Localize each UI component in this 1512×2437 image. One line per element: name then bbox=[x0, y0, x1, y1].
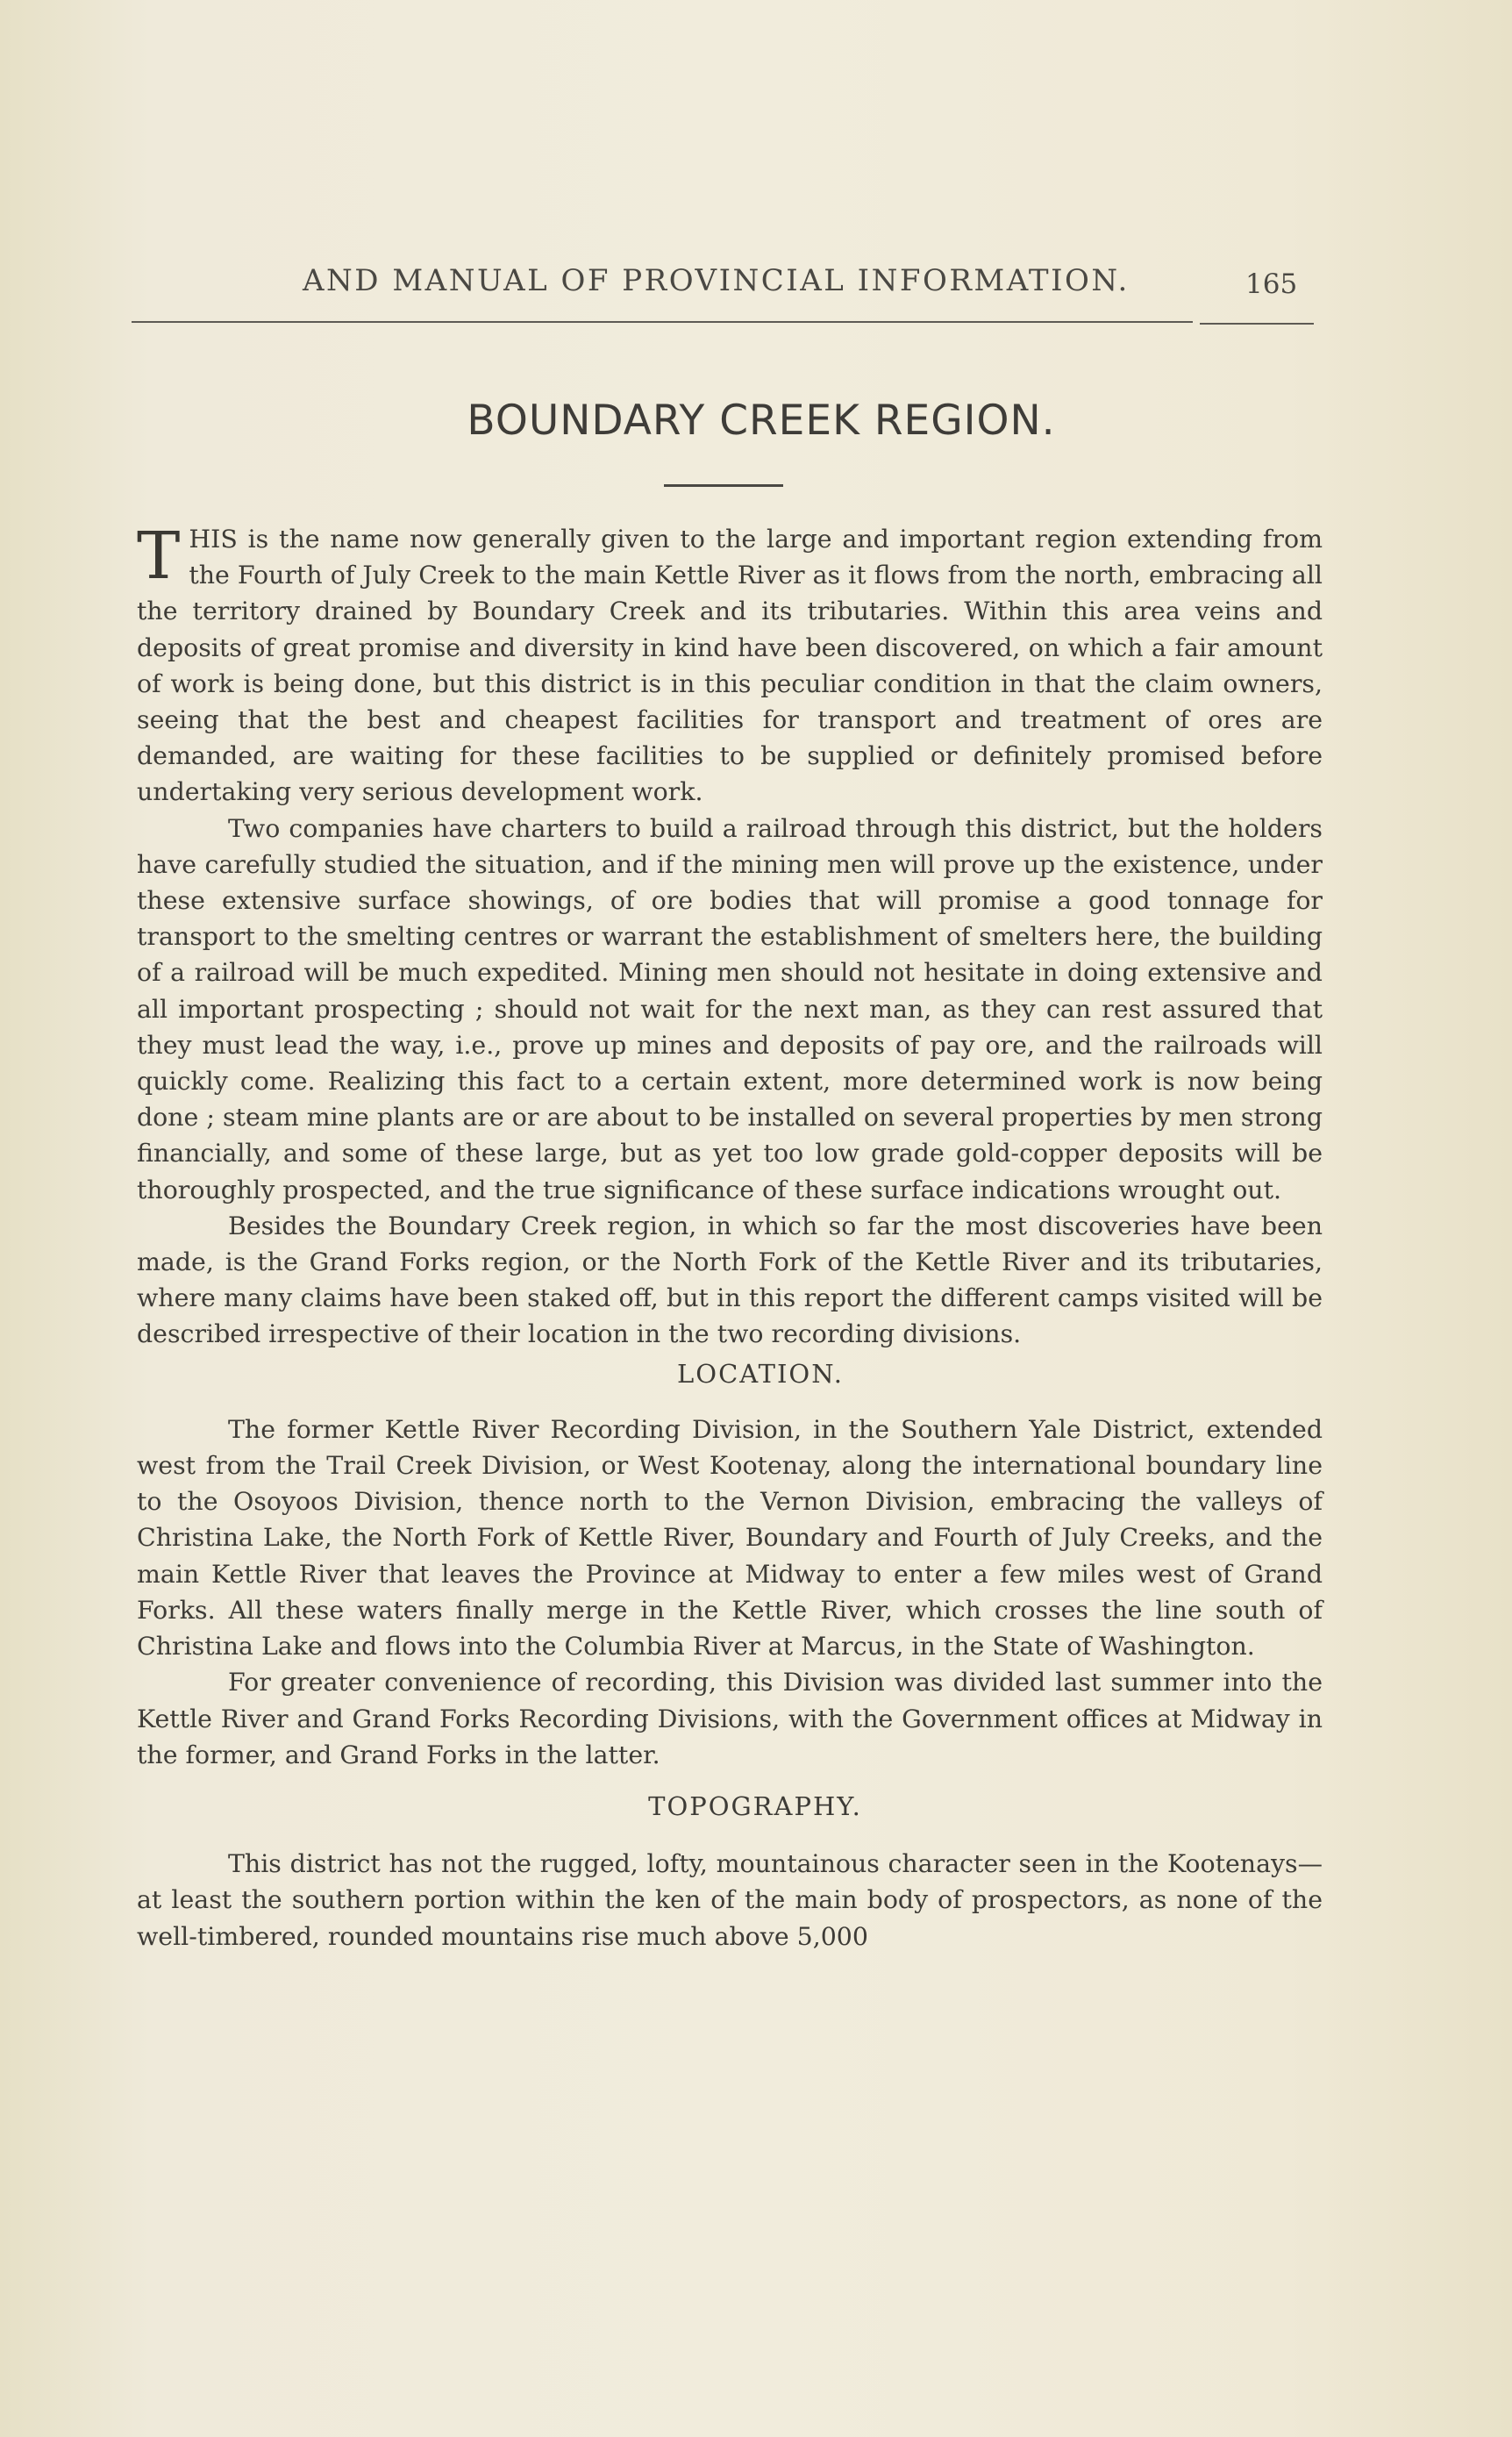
intro-text: HIS is the name now generally given to the large and important region extending from the Fourth of July Creek to the main Kettle River as it flows from the north, embracing all the territory drained by Boundary Creek and its tributaries. Within this area veins and deposits of great promise and diversity in kind have been discovered, on which a fair amount of work is being done, but this district is in this peculiar condition in that the claim owners, seeing that the best and cheapest facilities for transport and treatment of ores are demanded, are waiting for these facilities to be supplied or definitely promised before undertaking very serious development work. bbox=[137, 525, 1323, 807]
section-heading-location: LOCATION. bbox=[677, 1358, 844, 1389]
paragraph-grand-forks: Besides the Boundary Creek region, in which so far the most discoveries have been made, is the Grand Forks region, or the North Fork of the Kettle River and its tributaries, where many claims have been staked off, but in this report the different camps visited will be described irrespective of their location in the two recording divisions. bbox=[137, 1211, 1323, 1349]
paragraph-railroads: Two companies have charters to build a railroad through this district, but the holders have carefully studied the situation, and if the mining men will prove up the existence, under these extensive surface showings, of ore bodies that will promise a good tonnage for transport to the smelting centres or warrant the establishment of smelters here, the building of a railroad will be much expedited. Mining men should not hesitate in doing extensive and all important prospecting ; should not wait for the next man, as they can rest assured that they must lead the way, i.e., prove up mines and deposits of pay ore, and the railroads will quickly come. Realizing this fact to a certain extent, more determined work is now being done ; steam mine plants are or are about to be installed on several properties by men strong financially, and some of these large, but as yet too low grade gold-copper deposits will be thoroughly prospected, and the true significance of these surface indications wrought out. bbox=[137, 813, 1323, 1204]
paragraph-topography-1: This district has not the rugged, lofty, mountainous character seen in the Kootenays—at least the southern portion within the ken of the main body of prospectors, as none of the well-timbered, rounded mountains rise much above 5,000 bbox=[137, 1849, 1323, 1951]
drop-cap: T bbox=[137, 518, 181, 594]
page-number: 165 bbox=[1245, 268, 1298, 300]
page-number-rule bbox=[1200, 323, 1314, 325]
paragraph-location-1: The former Kettle River Recording Division, in the Southern Yale District, extended west from the Trail Creek Division, or West Kootenay, along the international boundary line to the Osoyoos Division, thence north to the Vernon Division, embracing the valleys of Christina Lake, the North Fork of Kettle River, Boundary and Fourth of July Creeks, and the main Kettle River that leaves the Province at Midway to enter a few miles west of Grand Forks. All these waters finally merge in the Kettle River, which crosses the line south of Christina Lake and flows into the Columbia River at Marcus, in the State of Washington. bbox=[137, 1414, 1323, 1662]
title-rule bbox=[664, 484, 783, 487]
section-heading-topography: TOPOGRAPHY. bbox=[648, 1790, 862, 1821]
chapter-title: BOUNDARY CREEK REGION. bbox=[467, 397, 1056, 445]
article-body bbox=[137, 518, 1323, 1955]
running-title: AND MANUAL OF PROVINCIAL INFORMATION. bbox=[303, 263, 1130, 298]
paragraph-location-2: For greater convenience of recording, this Division was divided last summer into the Kettle River and Grand Forks Recording Divisions, with the Government offices at Midway in the former, and Grand Forks in the latter. bbox=[137, 1668, 1323, 1769]
intro-paragraph bbox=[137, 518, 1323, 811]
running-head bbox=[132, 263, 1324, 316]
header-rule bbox=[132, 321, 1193, 323]
